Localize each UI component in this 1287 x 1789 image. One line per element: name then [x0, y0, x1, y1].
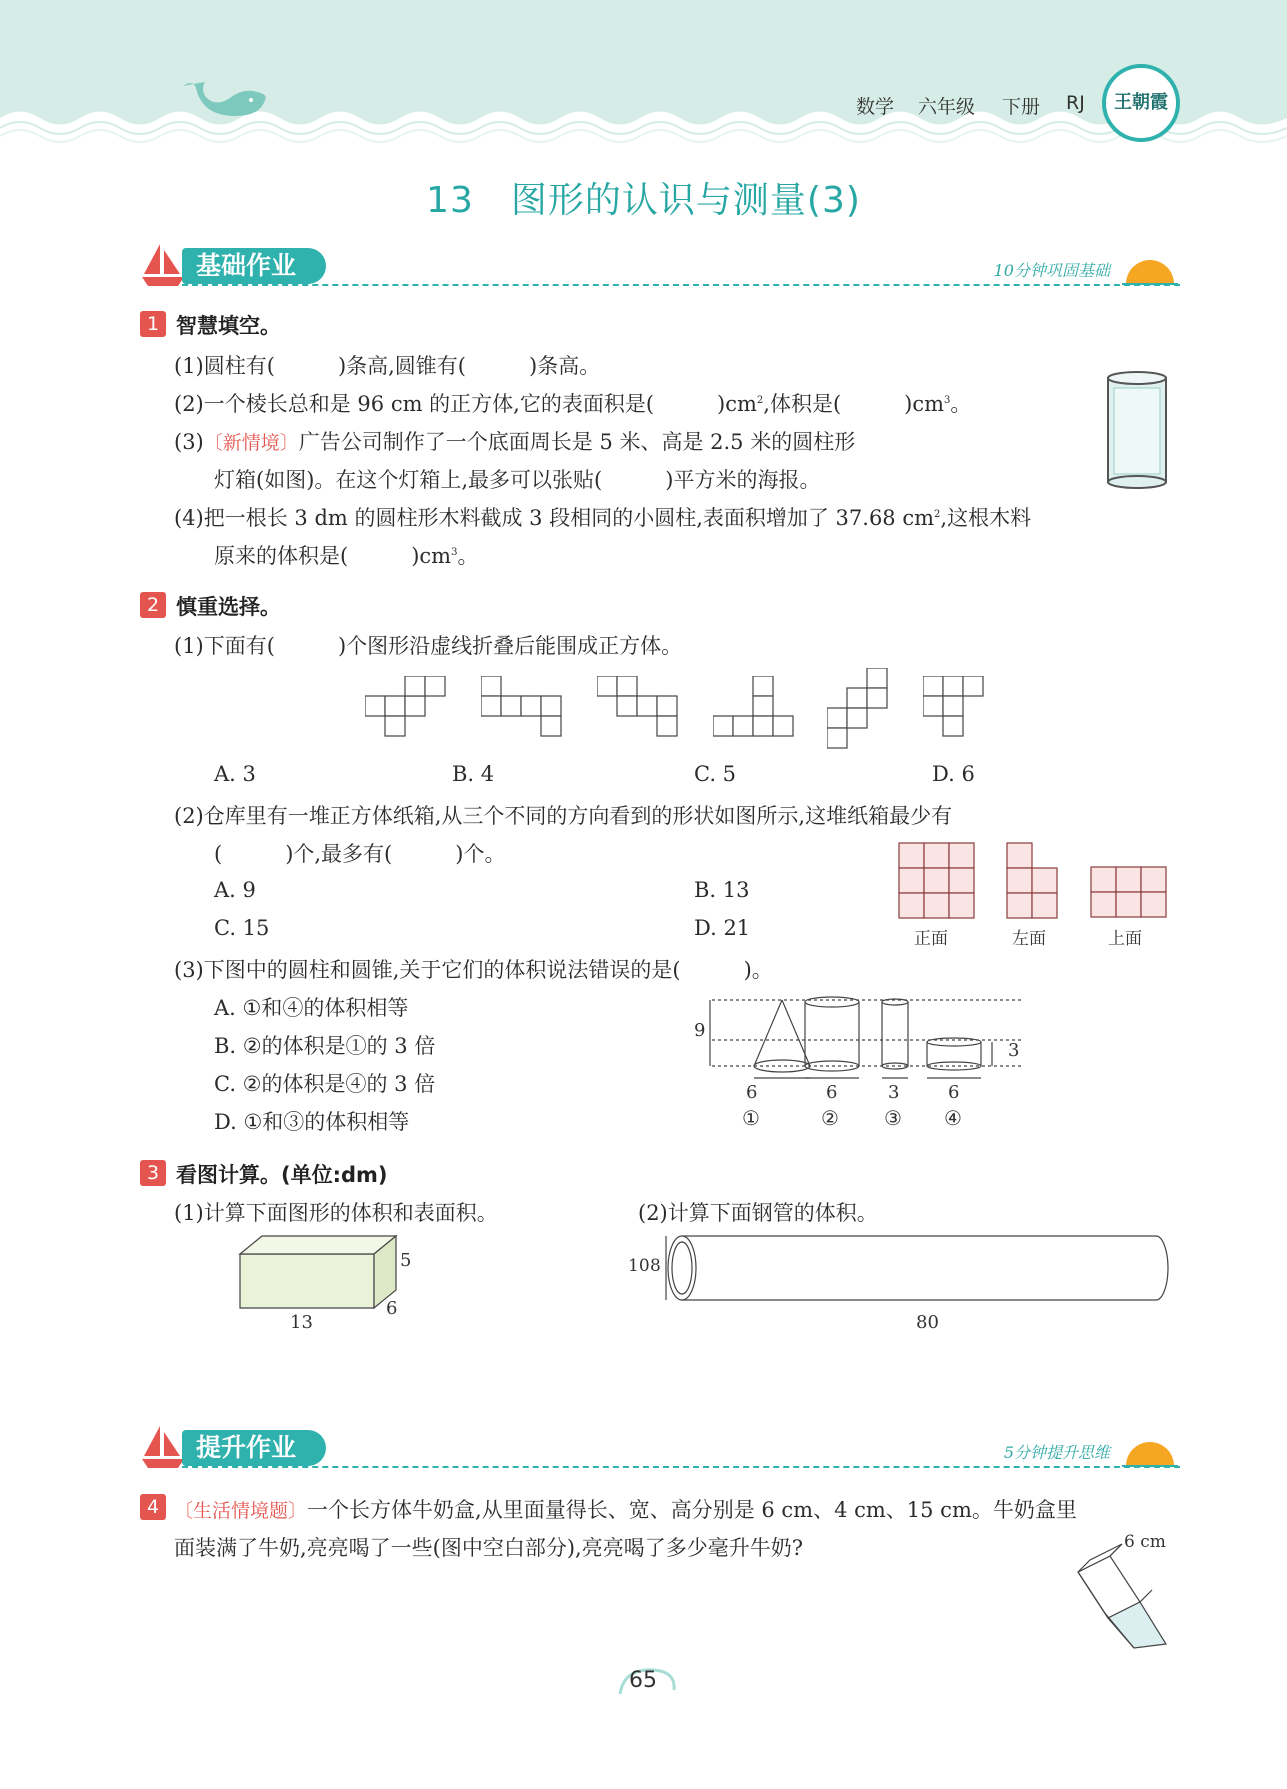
top-view-figure: [1090, 866, 1168, 920]
q1-part3-index: (3): [174, 430, 204, 454]
page-title: 13 图形的认识与测量(3): [426, 180, 861, 221]
superscript: 2: [934, 509, 941, 520]
front-view-caption: 正面: [914, 929, 948, 949]
cylinder-lightbox-figure: [1104, 370, 1170, 492]
option-c: C. ②的体积是④的 3 倍: [214, 1072, 436, 1096]
q1-part4: [174, 502, 1031, 532]
pipe-length-label: 80: [916, 1312, 939, 1333]
question-number-3: 3: [140, 1160, 166, 1186]
question-number-4: 4: [140, 1494, 166, 1520]
option-c: C. 15: [214, 916, 270, 940]
diameter-label: 3: [888, 1082, 900, 1103]
q1-part1: (1)圆柱有( )条高,圆锥有( )条高。: [174, 354, 601, 378]
q1-part4-text-c: 原来的体积是( )cm: [214, 544, 452, 568]
question-1-heading: 智慧填空。: [176, 314, 281, 338]
header-band: [0, 0, 1287, 150]
cube-net-figure: [481, 676, 563, 738]
option-b: B. 4: [452, 762, 495, 786]
section-advanced-subtitle: 5分钟提升思维: [1003, 1443, 1110, 1462]
q1-part2-text-a: (2)一个棱长总和是 96 cm 的正方体,它的表面积是( )cm: [174, 392, 757, 416]
q1-part4-text-b: ,这根木料: [940, 506, 1032, 530]
option-d: D. ①和③的体积相等: [214, 1110, 410, 1134]
solid-number-label: ②: [821, 1106, 839, 1130]
option-a: A. 9: [214, 878, 256, 902]
q4-line2: 面装满了牛奶,亮亮喝了一些(图中空白部分),亮亮喝了多少毫升牛奶?: [174, 1536, 803, 1560]
q1-part4-cont: [214, 540, 478, 570]
subject-label: 数学: [856, 96, 895, 118]
outer-diameter-label: 10: [628, 1256, 650, 1276]
option-a: A. ①和④的体积相等: [214, 996, 409, 1020]
steel-pipe-figure: [648, 1232, 1174, 1306]
section-advanced-label: 提升作业: [182, 1430, 326, 1466]
q2-part2: (2)仓库里有一堆正方体纸箱,从三个不同的方向看到的形状如图所示,这堆纸箱最少有: [174, 804, 953, 828]
height-label: 9: [694, 1020, 706, 1041]
q3-part2: (2)计算下面钢管的体积。: [638, 1201, 878, 1225]
q1-part2-text-c: 。: [950, 392, 972, 416]
sun-icon: [1120, 1436, 1180, 1468]
cube-net-figure: [827, 668, 889, 750]
length-label: 13: [290, 1312, 313, 1333]
q1-part3: [174, 426, 855, 456]
option-a: A. 3: [214, 762, 256, 786]
cube-net-figure: [365, 676, 447, 738]
question-number-1: 1: [140, 311, 166, 337]
q1-part2-text-b: ,体积是( )cm: [763, 392, 945, 416]
grade-label: 六年级: [918, 96, 976, 118]
q4-line1-text: 一个长方体牛奶盒,从里面量得长、宽、高分别是 6 cm、4 cm、15 cm。牛奶盒里: [307, 1498, 1077, 1522]
cube-net-figure: [713, 676, 795, 738]
sailboat-icon: [140, 240, 186, 288]
section-basic-header: [140, 246, 1180, 290]
q3-part1: (1)计算下面图形的体积和表面积。: [174, 1201, 498, 1225]
brand-logo: [1102, 64, 1180, 142]
solid-number-label: ③: [884, 1106, 902, 1130]
diameter-label: 6: [948, 1082, 960, 1103]
section-advanced-header: [140, 1428, 1180, 1472]
brand-logo-text: 王朝霞: [1114, 92, 1168, 113]
inner-diameter-label: 8: [650, 1256, 661, 1276]
height-label: 5: [400, 1250, 412, 1271]
whale-icon: [175, 76, 275, 126]
front-view-figure: [898, 842, 976, 920]
page-number: 65: [629, 1668, 657, 1693]
superscript: 3: [944, 395, 951, 406]
life-scenario-tag: 〔生活情境题〕: [174, 1500, 308, 1522]
q1-part2: [174, 388, 971, 418]
q4-line1: [174, 1494, 1077, 1524]
option-d: D. 6: [932, 762, 975, 786]
q1-part4-text-a: (4)把一根长 3 dm 的圆柱形木料截成 3 段相同的小圆柱,表面积增加了 37.68 cm: [174, 506, 935, 530]
sailboat-icon: [140, 1422, 186, 1470]
option-c: C. 5: [694, 762, 737, 786]
dimension-label: 6 cm: [1124, 1532, 1166, 1552]
height-label: 3: [1008, 1040, 1020, 1061]
option-d: D. 21: [694, 916, 751, 940]
option-b: B. 13: [694, 878, 750, 902]
solid-number-label: ①: [742, 1106, 760, 1130]
left-view-figure: [1006, 842, 1060, 920]
question-3-heading: 看图计算。(单位:dm): [176, 1163, 388, 1187]
cuboid-figure: [238, 1234, 408, 1310]
solid-number-label: ④: [944, 1106, 962, 1130]
q1-part4-text-d: 。: [457, 544, 479, 568]
width-label: 6: [386, 1298, 398, 1319]
q2-part2-cont: ( )个,最多有( )个。: [214, 842, 506, 866]
superscript: 2: [756, 395, 764, 406]
divider: [182, 1466, 1180, 1468]
q2-part3: (3)下图中的圆柱和圆锥,关于它们的体积说法错误的是( )。: [174, 958, 773, 982]
sun-icon: [1120, 254, 1180, 286]
question-2-heading: 慎重选择。: [176, 595, 281, 619]
section-basic-label: 基础作业: [182, 248, 326, 284]
q1-part3-cont: 灯箱(如图)。在这个灯箱上,最多可以张贴( )平方米的海报。: [214, 468, 821, 492]
diameter-label: 6: [746, 1082, 758, 1103]
solids-figure: [692, 990, 1032, 1090]
volume-label: 下册: [1002, 96, 1041, 118]
left-view-caption: 左面: [1012, 929, 1046, 949]
section-basic-subtitle: 10分钟巩固基础: [993, 261, 1110, 280]
cube-net-figure: [597, 676, 679, 738]
q2-part1: (1)下面有( )个图形沿虚线折叠后能围成正方体。: [174, 634, 683, 658]
diameter-label: 6: [826, 1082, 838, 1103]
new-scenario-tag: 〔新情境〕: [203, 432, 299, 454]
q1-part3-text: 广告公司制作了一个底面周长是 5 米、高是 2.5 米的圆柱形: [298, 430, 856, 454]
edition-label: RJ: [1066, 92, 1085, 114]
superscript: 3: [451, 547, 458, 558]
milk-carton-figure: [1066, 1540, 1170, 1650]
divider: [182, 284, 1180, 286]
question-number-2: 2: [140, 592, 166, 618]
cube-net-figure: [923, 676, 985, 738]
top-view-caption: 上面: [1108, 929, 1142, 949]
option-b: B. ②的体积是①的 3 倍: [214, 1034, 436, 1058]
